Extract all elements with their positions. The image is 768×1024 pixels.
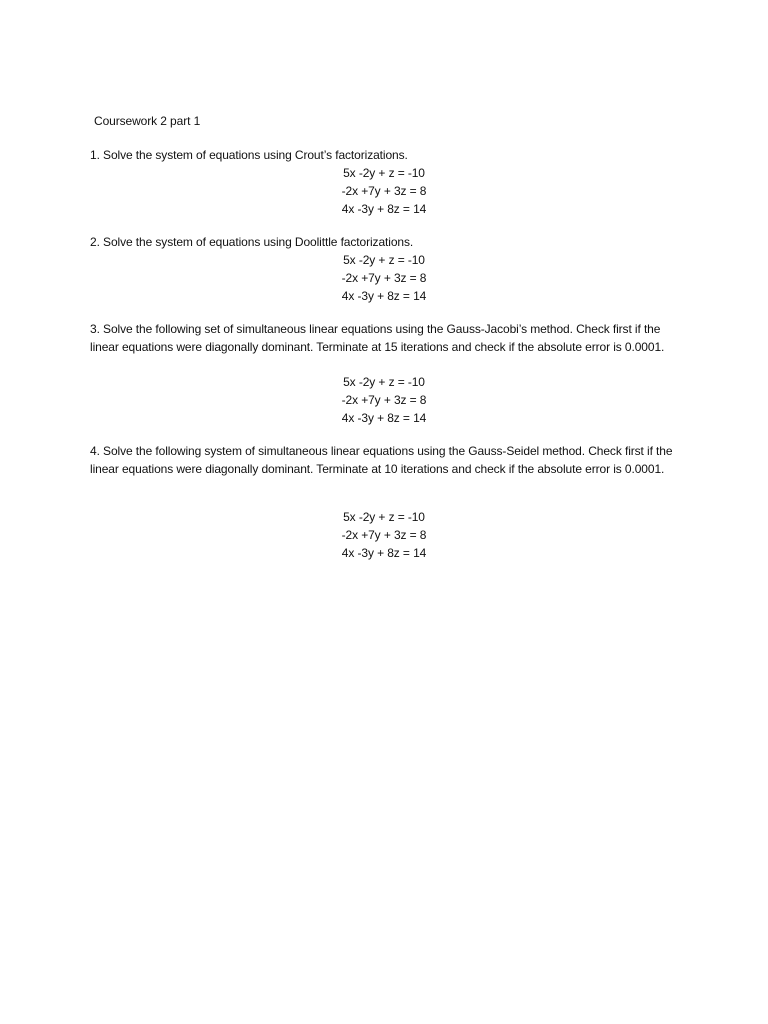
equation: 5x -2y + z = -10 bbox=[343, 510, 425, 524]
equation: -2x +7y + 3z = 8 bbox=[341, 184, 427, 198]
equation: -2x +7y + 3z = 8 bbox=[341, 393, 427, 407]
document-title: Coursework 2 part 1 bbox=[94, 114, 201, 128]
equation: 4x -3y + 8z = 14 bbox=[341, 289, 427, 303]
equation: -2x +7y + 3z = 8 bbox=[341, 271, 427, 285]
equation: -2x +7y + 3z = 8 bbox=[341, 528, 427, 542]
equation: 5x -2y + z = -10 bbox=[343, 253, 425, 267]
question-4-equations bbox=[0, 508, 768, 562]
question-3-text: 3. Solve the following set of simultaneous linear equations using the Gauss-Jacobi’s method. Check first if the linear equations were diagonally dominant. Terminate at 15 iterations and check if the absolute error is 0.0001. bbox=[90, 322, 665, 354]
equation: 4x -3y + 8z = 14 bbox=[341, 546, 427, 560]
equation: 4x -3y + 8z = 14 bbox=[341, 202, 427, 216]
question-2-text: 2. Solve the system of equations using Doolittle factorizations. bbox=[90, 235, 414, 249]
question-3 bbox=[90, 320, 690, 356]
question-4-text: 4. Solve the following system of simultaneous linear equations using the Gauss-Seidel method. Check first if the linear equations were diagonally dominant. Terminate at 10 iterations and check if the absolute error is 0.0001. bbox=[90, 444, 673, 476]
question-1-equations bbox=[0, 164, 768, 218]
question-3-equations bbox=[0, 373, 768, 427]
question-1-text: 1. Solve the system of equations using Crout’s factorizations. bbox=[90, 148, 408, 162]
equation: 4x -3y + 8z = 14 bbox=[341, 411, 427, 425]
equation: 5x -2y + z = -10 bbox=[343, 375, 425, 389]
question-4 bbox=[90, 442, 690, 478]
question-2-equations bbox=[0, 251, 768, 305]
question-2 bbox=[90, 233, 690, 251]
equation: 5x -2y + z = -10 bbox=[343, 166, 425, 180]
question-1 bbox=[90, 146, 690, 164]
